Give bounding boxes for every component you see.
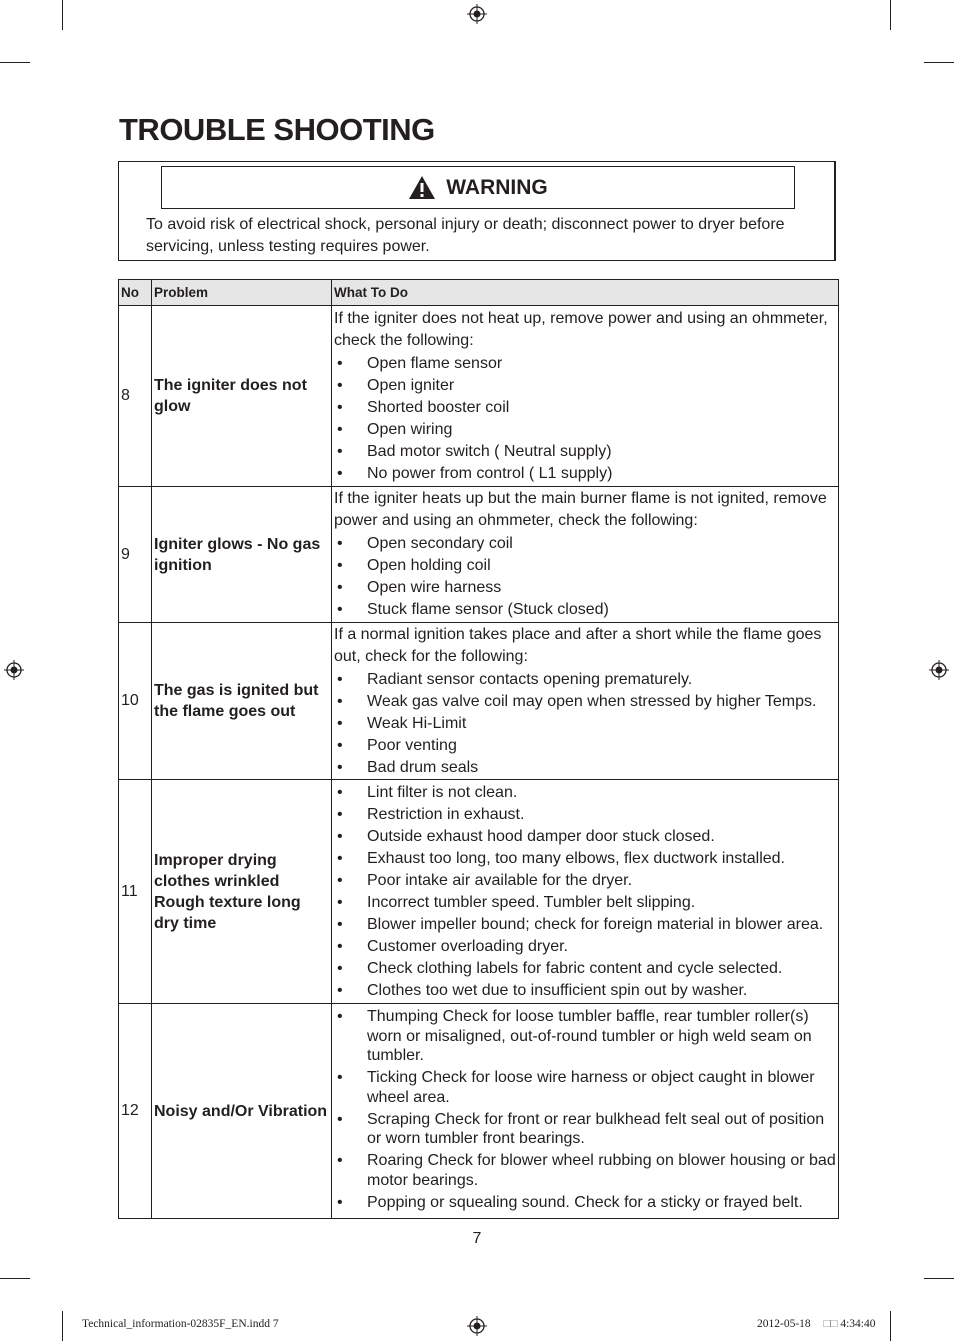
registration-mark-icon <box>467 4 487 24</box>
slug-date: 2012-05-18 <box>757 1318 811 1330</box>
row-number: 11 <box>119 780 152 1004</box>
row-number: 12 <box>119 1004 152 1219</box>
trouble-shooting-table <box>118 279 839 1219</box>
list-item: • Open igniter <box>334 375 836 397</box>
problem-cell: The igniter does not glow <box>152 306 332 487</box>
list-item: • Roaring Check for blower wheel rubbing on blower housing or bad motor bearings. <box>334 1151 836 1190</box>
list-item: • Open holding coil <box>334 555 836 577</box>
what-to-do-cell <box>332 623 839 780</box>
problem-cell: Igniter glows - No gas ignition <box>152 487 332 623</box>
slug-time: 4:34:40 <box>840 1318 876 1330</box>
table-header-row <box>119 280 839 306</box>
crop-mark <box>890 1311 891 1341</box>
slug-glyphs: □□ <box>823 1318 838 1330</box>
list-item: • No power from control ( L1 supply) <box>334 463 836 485</box>
column-header-no: No <box>119 280 152 306</box>
list-item: • Outside exhaust hood damper door stuck closed. <box>334 826 836 848</box>
crop-mark <box>62 1311 63 1341</box>
registration-mark-icon <box>4 660 24 680</box>
crop-mark <box>924 62 954 63</box>
what-to-do-cell <box>332 487 839 623</box>
list-item: • Open flame sensor <box>334 353 836 375</box>
column-header-problem: Problem <box>152 280 332 306</box>
list-item: • Open wire harness <box>334 577 836 599</box>
list-item: • Weak Hi-Limit <box>334 713 836 735</box>
table-row <box>119 780 839 1004</box>
problem-cell <box>152 780 332 1004</box>
registration-mark-icon <box>467 1316 487 1336</box>
row-number: 10 <box>119 623 152 780</box>
instruction-intro: If the igniter heats up but the main burner flame is not ignited, remove power and using an ohmmeter, check the following: <box>334 490 827 529</box>
page-number: 7 <box>472 1230 482 1247</box>
list-item: • Lint filter is not clean. <box>334 782 836 804</box>
warning-triangle-icon <box>408 175 436 200</box>
list-item: • Incorrect tumbler speed. Tumbler belt slipping. <box>334 892 836 914</box>
list-item: • Open secondary coil <box>334 533 836 555</box>
warning-header <box>161 166 795 209</box>
list-item: • Popping or squealing sound. Check for a sticky or frayed belt. <box>334 1193 836 1213</box>
crop-mark <box>924 1278 954 1279</box>
page-title: TROUBLE SHOOTING <box>119 112 435 147</box>
list-item: • Bad motor switch ( Neutral supply) <box>334 441 836 463</box>
crop-mark <box>890 0 891 30</box>
problem-cell: The gas is ignited but the flame goes out <box>152 623 332 780</box>
warning-text: To avoid risk of electrical shock, personal injury or death; disconnect power to dryer before servicing, unless testing requires power. <box>146 216 785 255</box>
table-row <box>119 1004 839 1219</box>
instruction-intro: If a normal ignition takes place and after a short while the flame goes out, check for the following: <box>334 625 822 665</box>
column-header-what-to-do: What To Do <box>332 280 839 306</box>
list-item: • Scraping Check for front or rear bulkhead felt seal out of position or worn tumbler front bearings. <box>334 1110 836 1149</box>
crop-mark <box>0 62 30 63</box>
what-to-do-cell <box>332 780 839 1004</box>
list-item: • Check clothing labels for fabric content and cycle selected. <box>334 958 836 980</box>
list-item: • Radiant sensor contacts opening prematurely. <box>334 669 836 691</box>
list-item: • Ticking Check for loose wire harness or object caught in blower wheel area. <box>334 1068 836 1107</box>
what-to-do-cell <box>332 1004 839 1219</box>
list-item: • Clothes too wet due to insufficient spin out by washer. <box>334 980 836 1002</box>
list-item: • Poor venting <box>334 735 836 757</box>
problem-line: Improper drying <box>154 851 277 869</box>
slug-timestamp <box>757 1318 875 1330</box>
list-item: • Stuck flame sensor (Stuck closed) <box>334 599 836 621</box>
warning-box <box>118 161 836 261</box>
problem-line: clothes wrinkled <box>154 872 280 890</box>
list-item: • Shorted booster coil <box>334 397 836 419</box>
list-item: • Thumping Check for loose tumbler baffle, rear tumbler roller(s) worn or misaligned, out-of-round tumbler or high weld seam on tumbler. <box>334 1007 836 1066</box>
table-row <box>119 623 839 780</box>
crop-mark <box>62 0 63 30</box>
warning-label: WARNING <box>446 175 548 199</box>
registration-mark-icon <box>929 660 949 680</box>
list-item: • Poor intake air available for the dryer. <box>334 870 836 892</box>
list-item: • Bad drum seals <box>334 757 836 779</box>
list-item: • Blower impeller bound; check for foreign material in blower area. <box>334 914 836 936</box>
what-to-do-cell <box>332 306 839 487</box>
row-number: 8 <box>119 306 152 487</box>
list-item: • Restriction in exhaust. <box>334 804 836 826</box>
list-item: • Customer overloading dryer. <box>334 936 836 958</box>
list-item: • Weak gas valve coil may open when stressed by higher Temps. <box>334 691 836 713</box>
problem-line: dry time <box>154 914 217 932</box>
problem-cell: Noisy and/Or Vibration <box>152 1004 332 1219</box>
crop-mark <box>0 1278 30 1279</box>
table-row <box>119 306 839 487</box>
list-item: • Open wiring <box>334 419 836 441</box>
problem-line: Rough texture long <box>154 893 301 911</box>
instruction-intro: If the igniter does not heat up, remove power and using an ohmmeter, check the following: <box>334 309 828 349</box>
row-number: 9 <box>119 487 152 623</box>
table-row <box>119 487 839 623</box>
slug-filename: Technical_information-02835F_EN.indd 7 <box>82 1318 279 1330</box>
list-item: • Exhaust too long, too many elbows, flex ductwork installed. <box>334 848 836 870</box>
